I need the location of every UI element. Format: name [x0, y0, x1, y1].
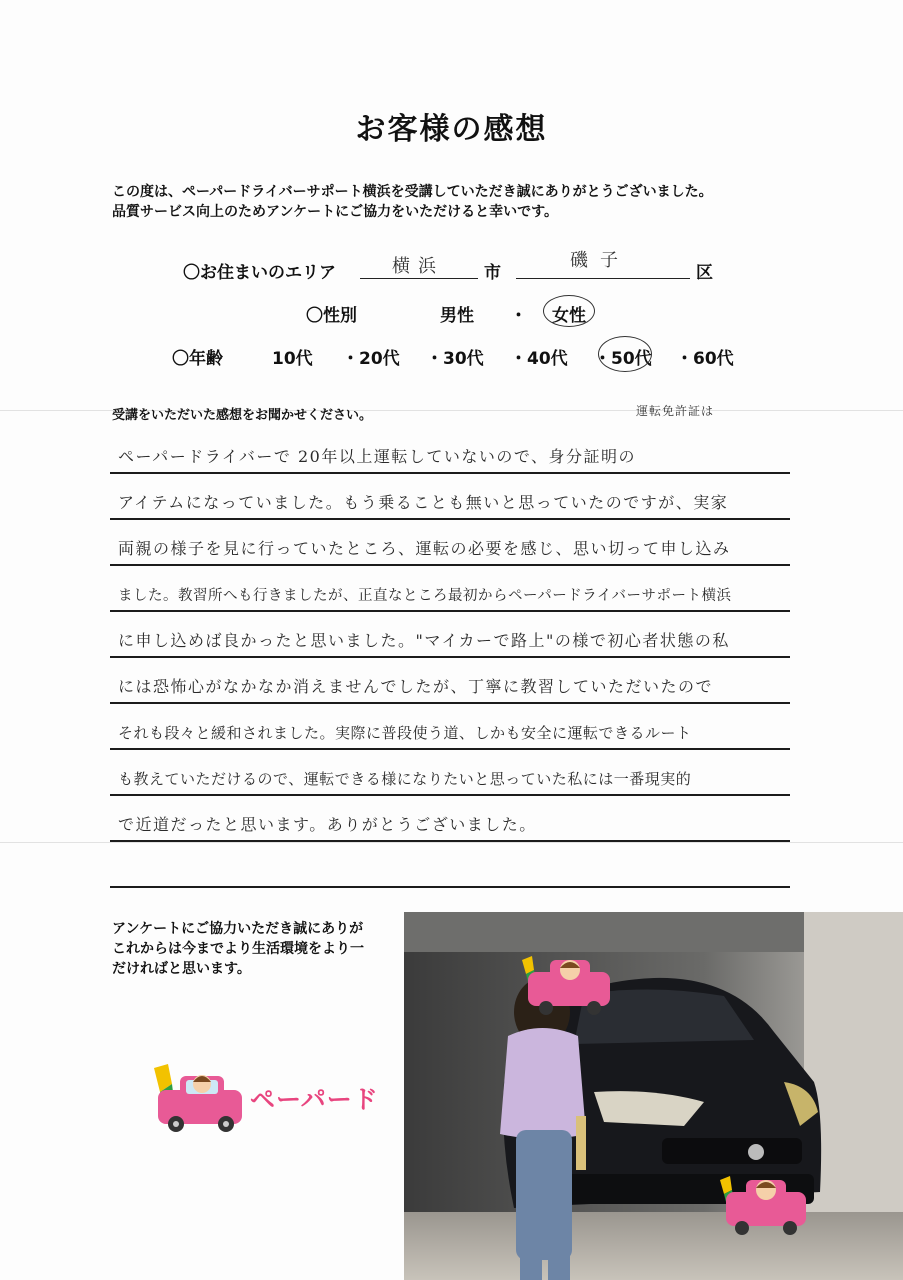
intro-line-2: 品質サービス向上のためアンケートにご協力をいただけると幸いです。: [112, 204, 559, 220]
city-field: [360, 252, 478, 279]
age-selected-circle: [598, 336, 652, 372]
pink-car-logo-icon: [150, 1062, 250, 1138]
logo-text: ペーパード: [250, 1085, 379, 1114]
ward-suffix: 区: [696, 263, 713, 283]
age-option-40: ・40代: [510, 349, 568, 369]
thanks-line-2: これからは今までより生活環境をより一: [112, 941, 364, 957]
customer-photo: [404, 912, 903, 1280]
thanks-text: [112, 919, 404, 979]
feedback-line-6: には恐怖心がなかなか消えませんでしたが、丁寧に教習していただいたので: [110, 658, 790, 704]
feedback-lines: [110, 428, 790, 888]
feedback-line-1: ペーパードライバーで 20年以上運転していないので、身分証明の: [110, 428, 790, 474]
page-title: お客様の感想: [355, 112, 548, 147]
gender-selected-circle: [543, 295, 595, 327]
thanks-line-3: だければと思います。: [112, 961, 251, 977]
gender-female: 女性: [552, 306, 586, 326]
feedback-line-7: それも段々と緩和されました。実際に普段使う道、しかも安全に運転できるルート: [110, 704, 790, 750]
age-option-60: ・60代: [676, 349, 734, 369]
feedback-line-3: 両親の様子を見に行っていたところ、運転の必要を感じ、思い切って申し込み: [110, 520, 790, 566]
age-option-30: ・30代: [426, 349, 484, 369]
feedback-line-8: も教えていただけるので、運転できる様になりたいと思っていた私には一番現実的: [110, 750, 790, 796]
feedback-line-2: アイテムになっていました。もう乗ることも無いと思っていたのですが、実家: [110, 474, 790, 520]
ward-value: 磯子: [570, 250, 630, 271]
age-label: 〇年齢: [172, 349, 223, 369]
gender-male: 男性: [440, 306, 474, 326]
area-label: 〇お住まいのエリア: [183, 263, 336, 283]
age-option-20: ・20代: [342, 349, 400, 369]
feedback-line-4: ました。教習所へも行きましたが、正直なところ最初からペーパードライバーサポート横浜: [110, 566, 790, 612]
gender-label: 〇性別: [306, 306, 357, 326]
intro-line-1: この度は、ペーパードライバーサポート横浜を受講していただき誠にありがとうございました。: [112, 184, 713, 200]
age-option-10: 10代: [272, 349, 313, 369]
feedback-line-5: に申し込めば良かったと思いました。"マイカーで路上"の様で初心者状態の私: [110, 612, 790, 658]
feedback-prompt: 受講をいただいた感想をお聞かせください。: [112, 408, 373, 423]
age-option-50: ・50代: [594, 349, 652, 369]
city-suffix: 市: [484, 263, 501, 283]
intro-text: [112, 182, 713, 222]
feedback-line-9: で近道だったと思います。ありがとうございました。: [110, 796, 790, 842]
thanks-line-1: アンケートにご協力いただき誠にありが: [112, 921, 364, 937]
ward-field: [516, 252, 690, 279]
city-value: 横浜: [392, 256, 444, 277]
feedback-margin-note: 運転免許証は: [636, 404, 715, 418]
gender-separator: ・: [510, 306, 527, 326]
feedback-line-10: [110, 842, 790, 888]
